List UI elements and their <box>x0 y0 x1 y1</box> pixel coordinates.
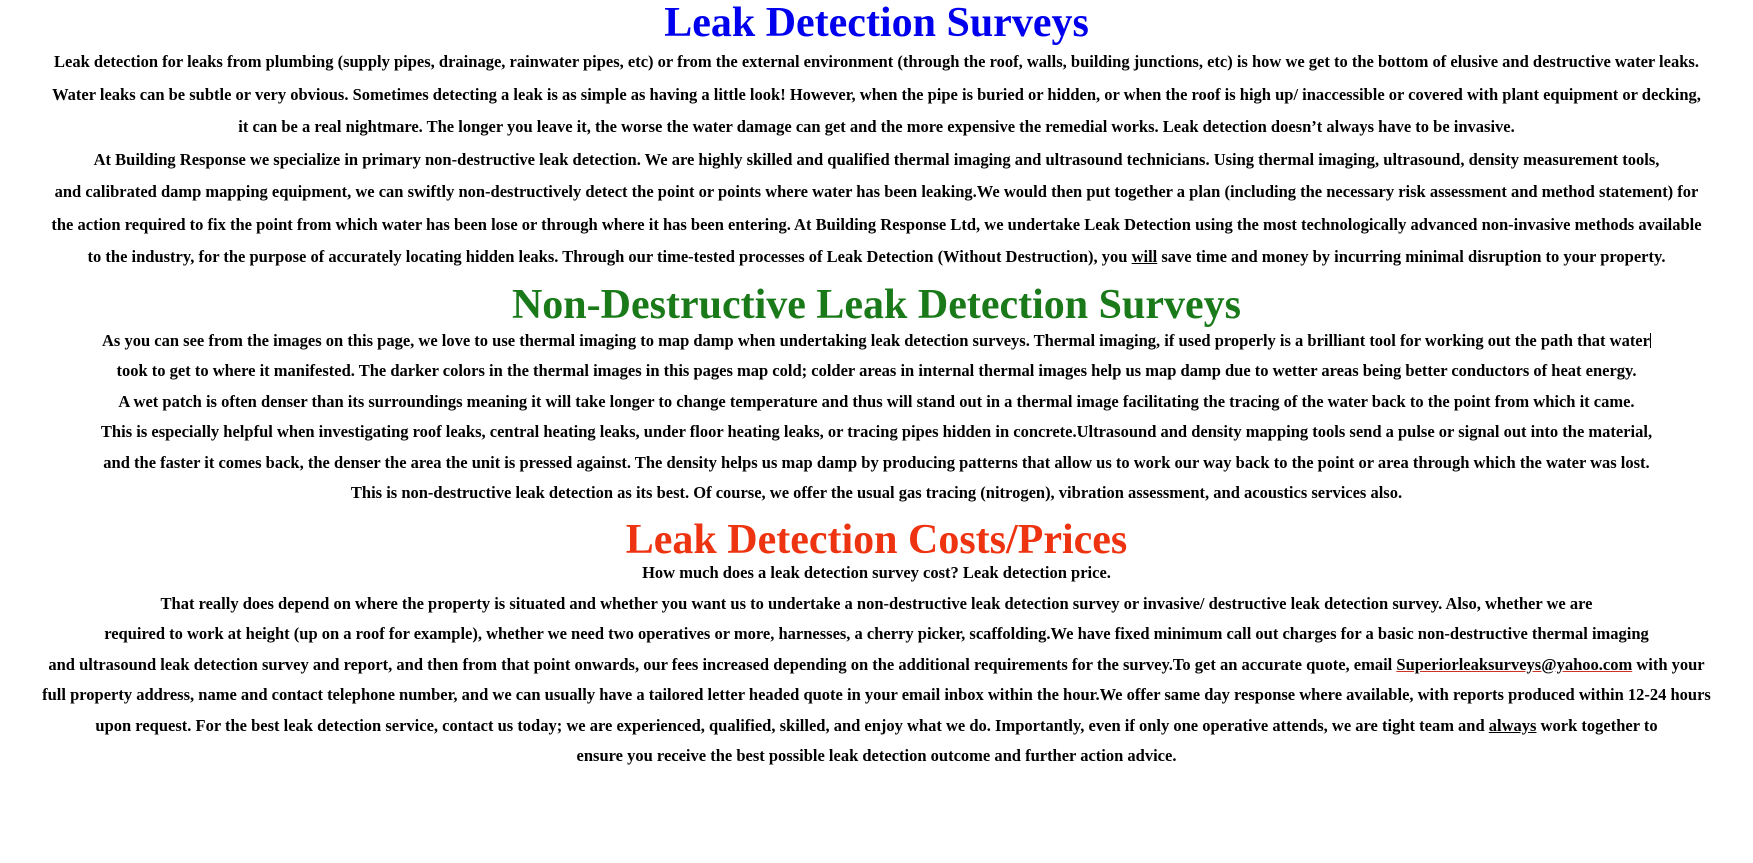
emphasis-always: always <box>1488 715 1537 735</box>
paragraph-line: and calibrated damp mapping equipment, we can swiftly non-destructively detect the point or points where water has been leaking.We would then put together a plan (including the necessary risk assessment and method statement) for <box>54 182 1699 201</box>
paragraph-line: A wet patch is often denser than its surroundings meaning it will take longer to change temperature and thus will stand out in a thermal image facilitating the tracing of the water back to the point from which it came. <box>118 391 1635 411</box>
paragraph-line: At Building Response we specialize in primary non-destructive leak detection. We are highly skilled and qualified thermal imaging and ultrasound technicians. Using thermal imaging, ultrasound, density measurement tools, <box>93 149 1660 169</box>
section-heading-costs: Leak Detection Costs/Prices <box>625 516 1128 563</box>
paragraph-line-with-email <box>0 650 1753 681</box>
paragraph-line: That really does depend on where the property is situated and whether you want us to undertake a non-destructive leak detection survey or invasive/ destructive leak detection survey. Also, whether we are <box>160 593 1593 613</box>
page-title: Leak Detection Surveys <box>664 0 1089 46</box>
paragraph-line: the action required to fix the point from which water has been lose or through where it has been entering. At Building Response Ltd, we undertake Leak Detection using the most technologically advanced non-invasive methods available <box>51 214 1702 234</box>
text-cursor <box>1650 333 1651 348</box>
paragraph-line: required to work at height (up on a roof for example), whether we need two operatives or more, harnesses, a cherry picker, scaffolding.We have fixed minimum call out charges for a basic non-destructive thermal imaging <box>104 624 1649 643</box>
line-text-after: with your <box>1632 654 1705 674</box>
section-heading-non-destructive: Non-Destructive Leak Detection Surveys <box>511 281 1242 328</box>
paragraph-line: it can be a real nightmare. The longer you leave it, the worse the water damage can get and the more expensive the remedial works. Leak detection doesn’t always have to be invasive. <box>238 117 1515 136</box>
line-text-before: to the industry, for the purpose of accurately locating hidden leaks. Through our time-tested processes of Leak Detection (Without Destruction), you <box>87 247 1132 266</box>
paragraph-line: ensure you receive the best possible leak detection outcome and further action advice. <box>576 746 1177 765</box>
line-text-before: and ultrasound leak detection survey and report, and then from that point onwards, our fees increased depending on the additional requirements for the survey.To get an accurate quote, email <box>48 654 1397 674</box>
paragraph-text: As you can see from the images on this page, we love to use thermal imaging to map damp when undertaking leak detection surveys. Thermal imaging, if used properly is a brilliant tool for working out the path that water <box>102 330 1650 350</box>
paragraph-line: took to get to where it manifested. The darker colors in the thermal images in this pages map cold; colder areas in internal thermal images help us map damp due to wetter areas being better conductors of heat energy. <box>116 361 1637 380</box>
line-text-after: work together to <box>1536 715 1658 735</box>
email-link[interactable]: Superiorleaksurveys@yahoo.com <box>1396 654 1633 674</box>
paragraph-line: full property address, name and contact telephone number, and we can usually have a tailored letter headed quote in your email inbox within the hour.We offer same day response where available, with reports produced within 12-24 hours <box>42 685 1711 704</box>
paragraph-line: This is especially helpful when investigating roof leaks, central heating leaks, under floor heating leaks, or tracing pipes hidden in concrete.Ultrasound and density mapping tools send a pulse or signal out into the material, <box>100 422 1653 441</box>
paragraph-line: and the faster it comes back, the denser the area the unit is pressed against. The density helps us map damp by producing patterns that allow us to work our way back to the point or area through which the water was lost. <box>103 452 1650 472</box>
paragraph-line: Leak detection for leaks from plumbing (supply pipes, drainage, rainwater pipes, etc) or from the external environment (through the roof, walls, building junctions, etc) is how we get to the bottom of elusive and destructive water leaks. <box>54 52 1699 71</box>
paragraph-line: This is non-destructive leak detection as its best. Of course, we offer the usual gas tracing (nitrogen), vibration assessment, and acoustics services also. <box>350 483 1403 502</box>
emphasis-will: will <box>1131 247 1158 266</box>
line-text-before: upon request. For the best leak detection service, contact us today; we are experienced, qualified, skilled, and enjoy what we do. Importantly, even if only one operative attends, we are tight team and <box>95 715 1489 735</box>
paragraph-line: Water leaks can be subtle or very obvious. Sometimes detecting a leak is as simple as having a little look! However, when the pipe is buried or hidden, or when the roof is high up/ inaccessible or covered with plant equipment or decking, <box>52 84 1701 104</box>
paragraph-line-with-emphasis <box>0 241 1753 274</box>
paragraph-line-with-caret <box>0 326 1753 357</box>
line-text-after: save time and money by incurring minimal disruption to your property. <box>1157 247 1666 266</box>
costs-subheading: How much does a leak detection survey cost? Leak detection price. <box>642 562 1111 582</box>
paragraph-line-with-emphasis <box>0 711 1753 742</box>
